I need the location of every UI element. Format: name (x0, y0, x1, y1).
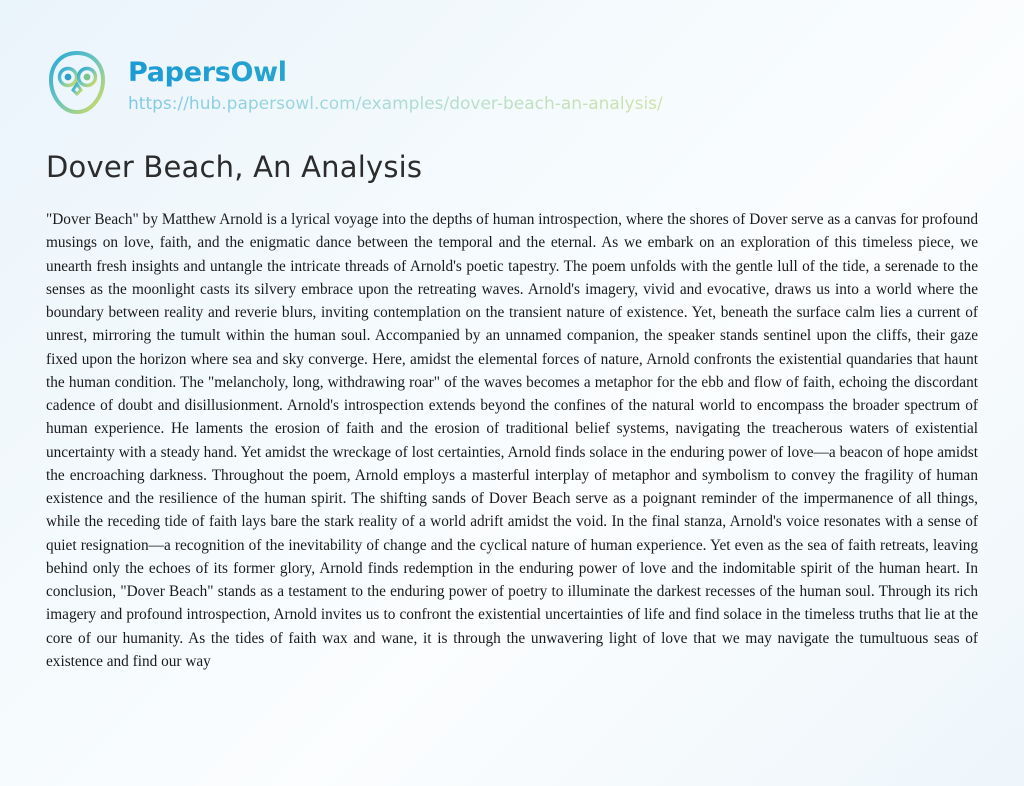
brand-block (128, 48, 663, 114)
page-title: Dover Beach, An Analysis (46, 150, 423, 184)
document-body-text: "Dover Beach" by Matthew Arnold is a lyrical voyage into the depths of human introspection, where the shores of Dover serve as a canvas for profound musings on love, faith, and the enigmatic dance between the temporal and the eternal. As we embark on an exploration of this timeless piece, we unearth fresh insights and untangle the intricate threads of Arnold's poetic tapestry. The poem unfolds with the gentle lull of the tide, a serenade to the senses as the moonlight casts its silvery embrace upon the retreating waves. Arnold's imagery, vivid and evocative, draws us into a world where the boundary between reality and reverie blurs, inviting contemplation on the transient nature of existence. Yet, beneath the surface calm lies a current of unrest, mirroring the tumult within the human soul. Accompanied by an unnamed companion, the speaker stands sentinel upon the cliffs, their gaze fixed upon the horizon where sea and sky converge. Here, amidst the elemental forces of nature, Arnold confronts the existential quandaries that haunt the human condition. The "melancholy, long, withdrawing roar" of the waves becomes a metaphor for the ebb and flow of faith, echoing the discordant cadence of doubt and disillusionment. Arnold's introspection extends beyond the confines of the natural world to encompass the broader spectrum of human experience. He laments the erosion of faith and the erosion of traditional belief systems, navigating the treacherous waters of existential uncertainty with a steady hand. Yet amidst the wreckage of lost certainties, Arnold finds solace in the enduring power of love—a beacon of hope amidst the encroaching darkness. Throughout the poem, Arnold employs a masterful interplay of metaphor and symbolism to convey the fragility of human existence and the resilience of the human spirit. The shifting sands of Dover Beach serve as a poignant reminder of the impermanence of all things, while the receding tide of faith lays bare the stark reality of a world adrift amidst the void. In the final stanza, Arnold's voice resonates with a sense of quiet resignation—a recognition of the inevitability of change and the cyclical nature of human experience. Yet even as the sea of faith retreats, leaving behind only the echoes of its former glory, Arnold finds redemption in the enduring power of love and the indomitable spirit of the human heart. In conclusion, "Dover Beach" stands as a testament to the enduring power of poetry to illuminate the darkest recesses of the human soul. Through its rich imagery and profound introspection, Arnold invites us to confront the existential uncertainties of life and find solace in the timeless truths that lie at the core of our humanity. As the tides of faith wax and wane, it is through the unwavering light of love that we may navigate the tumultuous seas of existence and find our way (46, 211, 978, 670)
brand-name: PapersOwl (128, 58, 663, 88)
source-url[interactable]: https://hub.papersowl.com/examples/dover-beach-an-analysis/ (128, 93, 663, 114)
site-header (44, 48, 980, 116)
owl-logo-icon (44, 50, 110, 116)
